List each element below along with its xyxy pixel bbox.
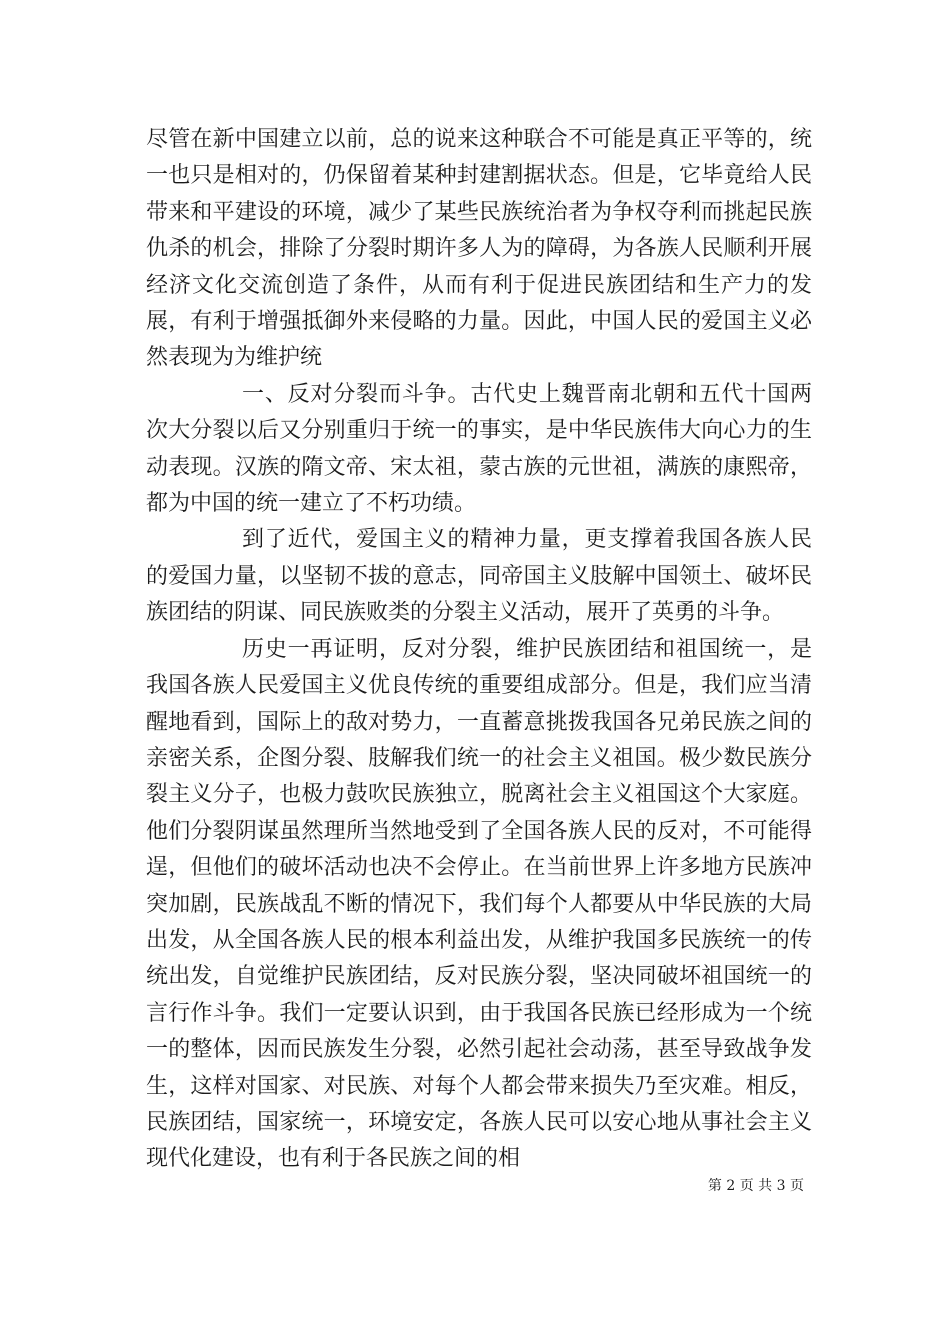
page-number: 第 2 页 共 3 页 xyxy=(707,1178,804,1194)
body-text xyxy=(146,122,812,1178)
paragraph-1: 尽管在新中国建立以前，总的说来这种联合不可能是真正平等的，统一也只是相对的，仍保留着某种封建割据状态。但是，它毕竟给人民带来和平建设的环境，减少了某些民族统治者为争权夺利而挑起民族仇杀的机会，排除了分裂时期许多人为的障碍，为各族人民顺利开展经济文化交流创造了条件，从而有利于促进民族团结和生产力的发展，有利于增强抵御外来侵略的力量。因此，中国人民的爱国主义必然表现为为维护统 xyxy=(146,127,812,371)
paragraph-4: 历史一再证明，反对分裂，维护民族团结和祖国统一，是我国各族人民爱国主义优良传统的重要组成部分。但是，我们应当清醒地看到，国际上的敌对势力，一直蓄意挑拨我国各兄弟民族之间的亲密关系，企图分裂、肢解我们统一的社会主义祖国。极少数民族分裂主义分子，也极力鼓吹民族独立，脱离社会主义祖国这个大家庭。他们分裂阴谋虽然理所当然地受到了全国各族人民的反对，不可能得逞，但他们的破坏活动也决不会停止。在当前世界上许多地方民族冲突加剧，民族战乱不断的情况下，我们每个人都要从中华民族的大局出发，从全国各族人民的根本利益出发，从维护我国多民族统一的传统出发，自觉维护民族团结，反对民族分裂，坚决同破坏祖国统一的言行作斗争。我们一定要认识到，由于我国各民族已经形成为一个统一的整体，因而民族发生分裂，必然引起社会动荡，甚至导致战争发生，这样对国家、对民族、对每个人都会带来损失乃至灾难。相反，民族团结，国家统一，环境安定，各族人民可以安心地从事社会主义现代化建设，也有利于各民族之间的相 xyxy=(146,636,812,1172)
paragraph-2: 一、反对分裂而斗争。古代史上魏晋南北朝和五代十国两次大分裂以后又分别重归于统一的事实，是中华民族伟大向心力的生动表现。汉族的隋文帝、宋太祖，蒙古族的元世祖，满族的康熙帝，都为中国的统一建立了不朽功绩。 xyxy=(146,381,812,517)
paragraph-3: 到了近代，爱国主义的精神力量，更支撑着我国各族人民的爱国力量，以坚韧不拔的意志，同帝国主义肢解中国领土、破坏民族团结的阴谋、同民族败类的分裂主义活动，展开了英勇的斗争。 xyxy=(146,527,812,626)
